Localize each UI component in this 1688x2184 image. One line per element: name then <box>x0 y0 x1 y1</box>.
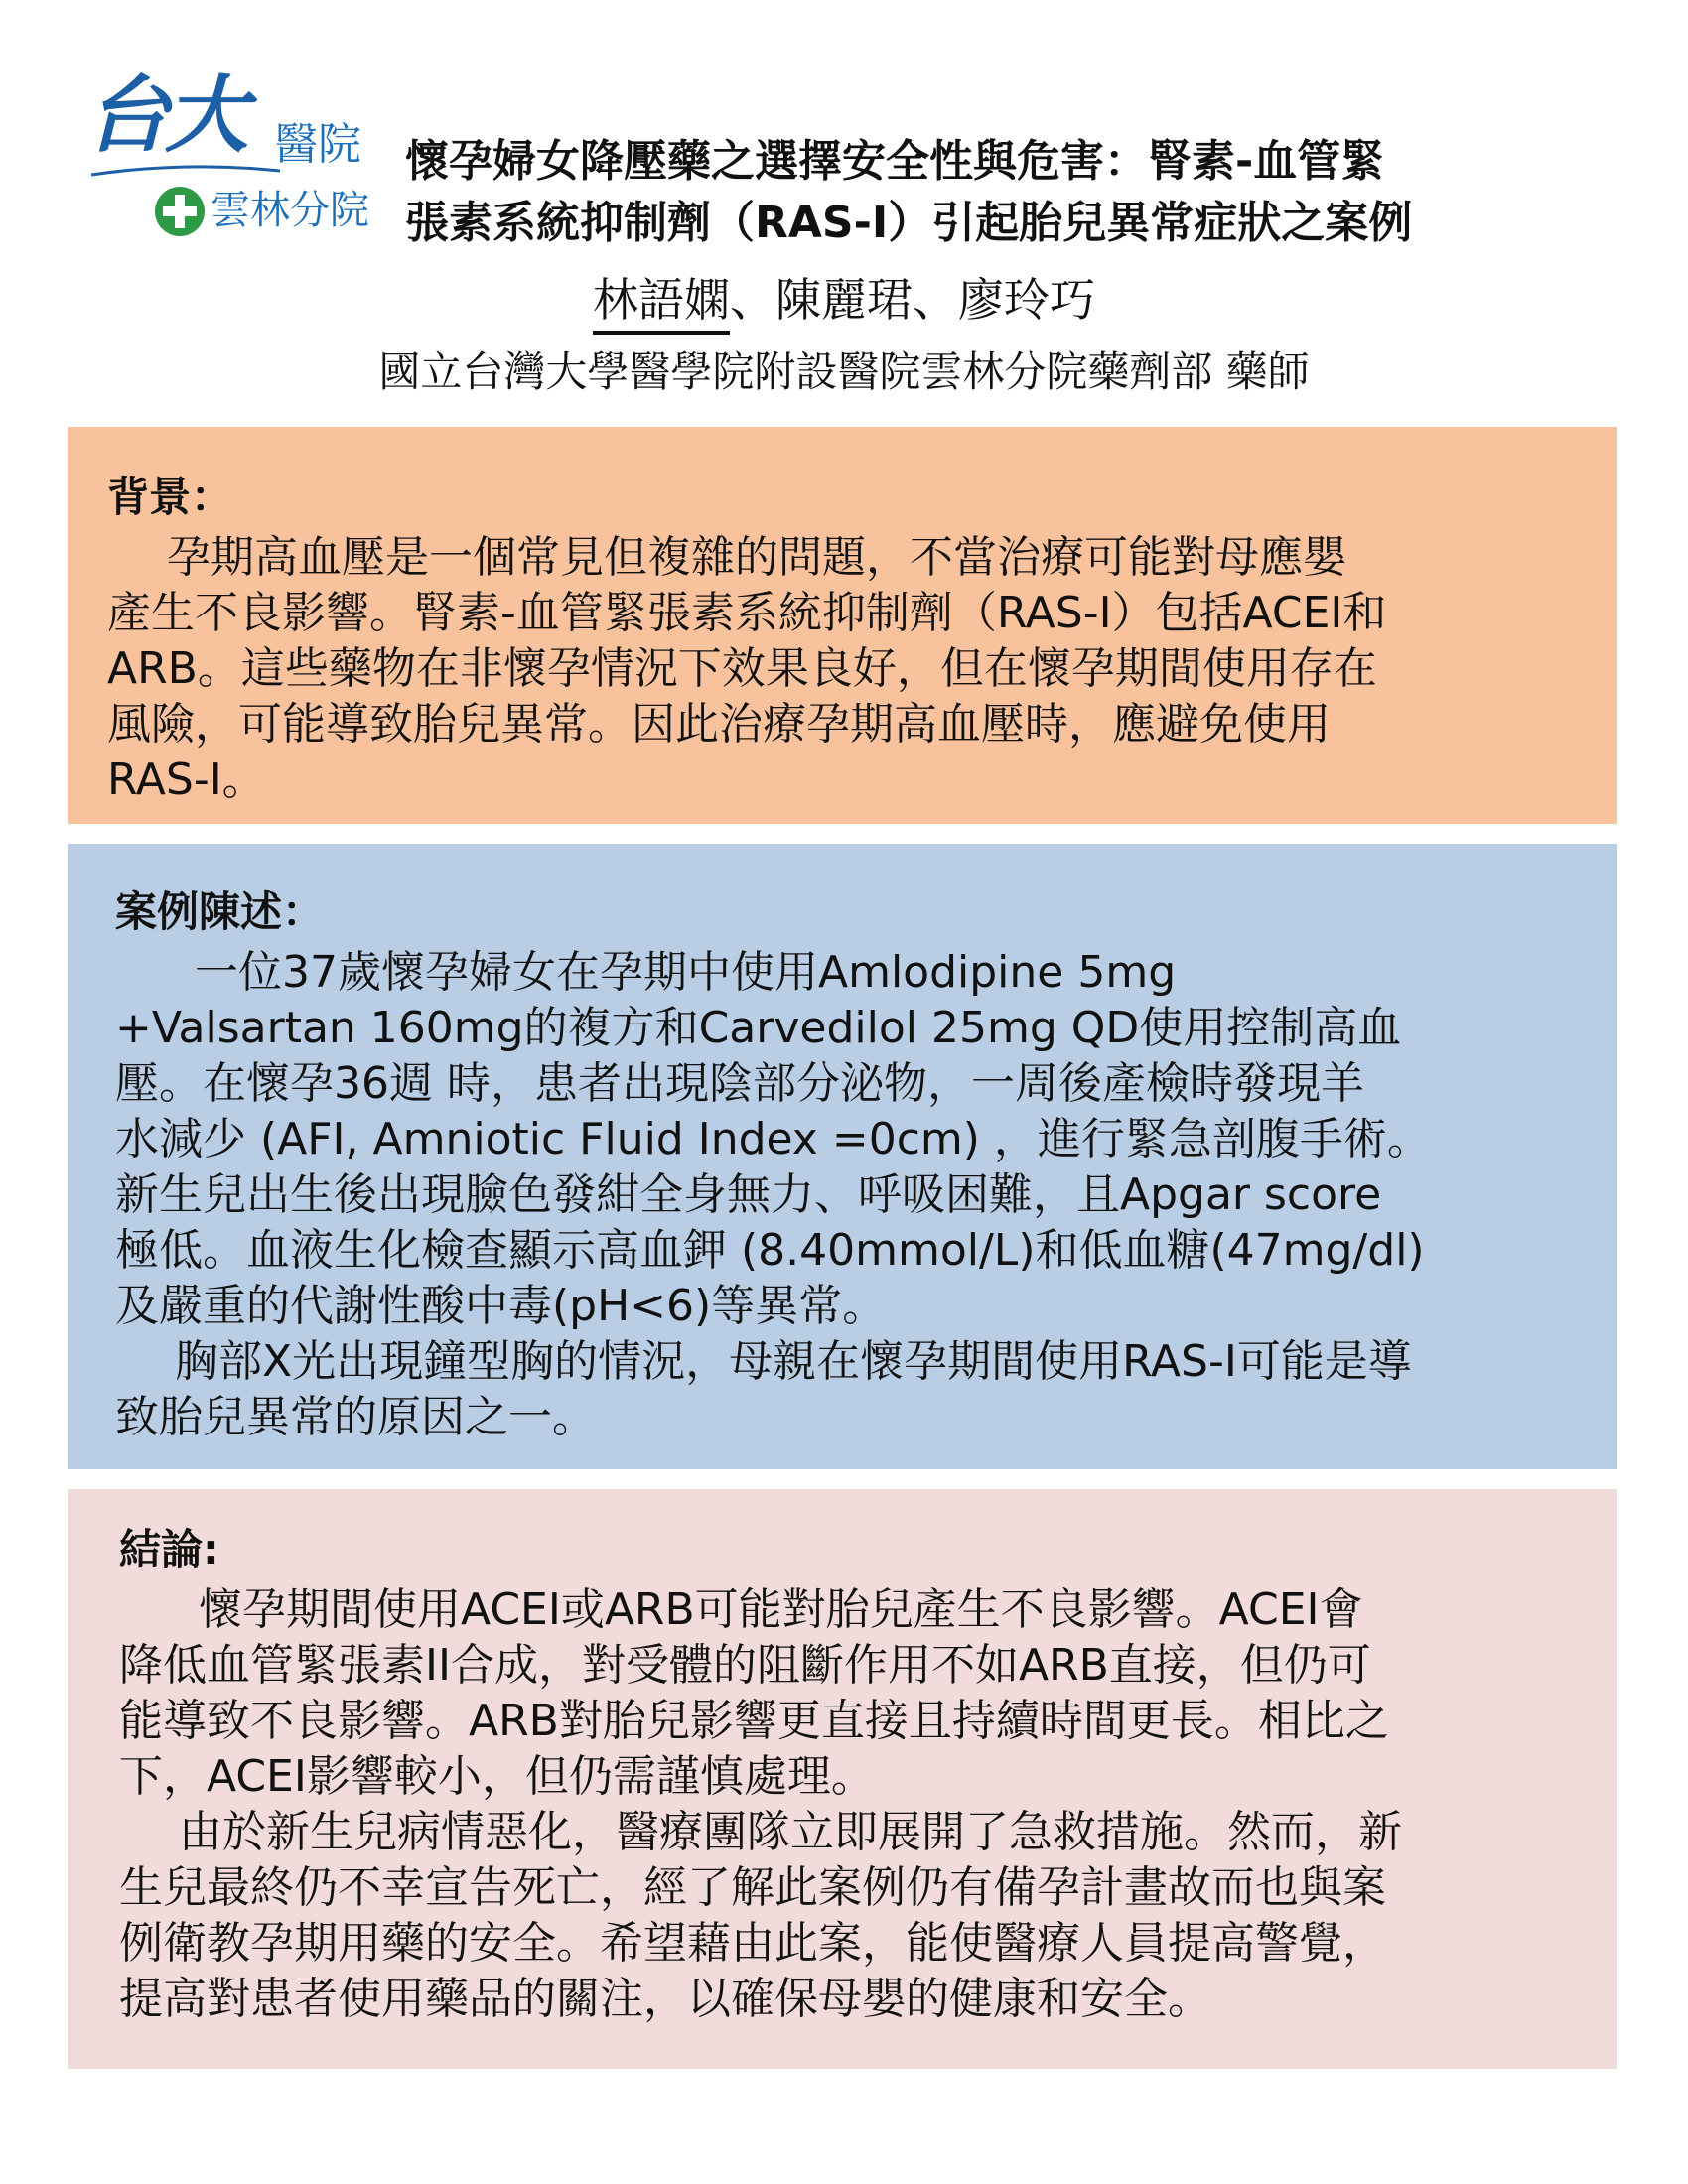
background-body <box>107 530 1567 808</box>
conclusion-line: 由於新生兒病情惡化，醫療團隊立即展開了急救措施。然而，新 <box>179 1807 1402 1857</box>
case-line: +Valsartan 160mg的複方和Carvedilol 25mg QD使用控制高血 <box>115 1003 1402 1053</box>
case-line: 一位37歲懷孕婦女在孕期中使用Amlodipine 5mg <box>195 947 1177 998</box>
logo-hospital-text: 醫院 <box>274 119 361 170</box>
title-line-2: 張素系統抑制劑（RAS-I）引起胎兒異常症狀之案例 <box>405 198 1413 248</box>
logo-swoosh <box>91 165 280 177</box>
background-line: ARB。這些藥物在非懷孕情況下效果良好，但在懷孕期間使用存在 <box>107 643 1377 694</box>
conclusion-line: 提高對患者使用藥品的關注，以確保母嬰的健康和安全。 <box>119 1974 1211 2024</box>
background-line: 產生不良影響。腎素-血管緊張素系統抑制劑（RAS-I）包括ACEI和 <box>107 588 1387 638</box>
conclusion-line: 生兒最終仍不幸宣告死亡，經了解此案例仍有備孕計畫故而也與案 <box>119 1862 1386 1913</box>
case-line: 水減少 (AFI, Amniotic Fluid Index =0cm) ，進行緊急剖腹手術。 <box>115 1114 1431 1164</box>
case-line: 新生兒出生後出現臉色發紺全身無力、呼吸困難，且Apgar score <box>115 1169 1382 1220</box>
background-line: 風險，可能導致胎兒異常。因此治療孕期高血壓時，應避免使用 <box>107 699 1331 750</box>
medical-cross-icon <box>155 187 205 236</box>
conclusion-line: 能導致不良影響。ARB對胎兒影響更直接且持續時間更長。相比之 <box>119 1696 1389 1746</box>
presenting-author: 林語嫻 <box>593 273 730 335</box>
affiliation: 國立台灣大學醫學院附設醫院雲林分院藥劑部 藥師 <box>378 347 1310 396</box>
logo-branch-text: 雲林分院 <box>211 188 369 233</box>
conclusion-heading: 結論: <box>119 1525 219 1573</box>
case-line: 極低。血液生化檢查顯示高血鉀 (8.40mmol/L)和低血糖(47mg/dl) <box>115 1225 1425 1276</box>
hospital-logo <box>85 66 393 242</box>
authors-line <box>0 268 1688 332</box>
conclusion-line: 下，ACEI影響較小，但仍需謹慎處理。 <box>119 1751 875 1802</box>
case-heading: 案例陳述： <box>115 887 325 936</box>
case-section <box>68 844 1617 1469</box>
co-authors: 、陳麗珺、廖玲巧 <box>730 273 1095 327</box>
case-line: 及嚴重的代謝性酸中毒(pH<6)等異常。 <box>115 1281 887 1331</box>
logo-mark-text: 台大 <box>85 66 245 164</box>
case-line: 胸部X光出現鐘型胸的情況，母親在懷孕期間使用RAS-I可能是導 <box>175 1336 1412 1387</box>
background-heading: 背景： <box>107 473 233 521</box>
case-line: 致胎兒異常的原因之一。 <box>115 1392 596 1442</box>
title-line-1: 懷孕婦女降壓藥之選擇安全性與危害：腎素-血管緊 <box>405 136 1385 187</box>
background-line: 孕期高血壓是一個常見但複雜的問題，不當治療可能對母應嬰 <box>167 532 1346 583</box>
case-line: 壓。在懷孕36週 時，患者出現陰部分泌物，一周後產檢時發現羊 <box>115 1058 1364 1109</box>
conclusion-section <box>68 1489 1617 2069</box>
conclusion-line: 降低血管緊張素II合成，對受體的阻斷作用不如ARB直接，但仍可 <box>119 1640 1371 1691</box>
case-body <box>115 945 1587 1445</box>
background-line: RAS-I。 <box>107 754 266 805</box>
background-section <box>68 427 1617 824</box>
conclusion-body <box>119 1582 1587 2027</box>
poster-title <box>405 131 1656 254</box>
conclusion-line: 懷孕期間使用ACEI或ARB可能對胎兒產生不良影響。ACEI會 <box>199 1584 1363 1635</box>
conclusion-line: 例衛教孕期用藥的安全。希望藉由此案，能使醫療人員提高警覺， <box>119 1918 1386 1969</box>
